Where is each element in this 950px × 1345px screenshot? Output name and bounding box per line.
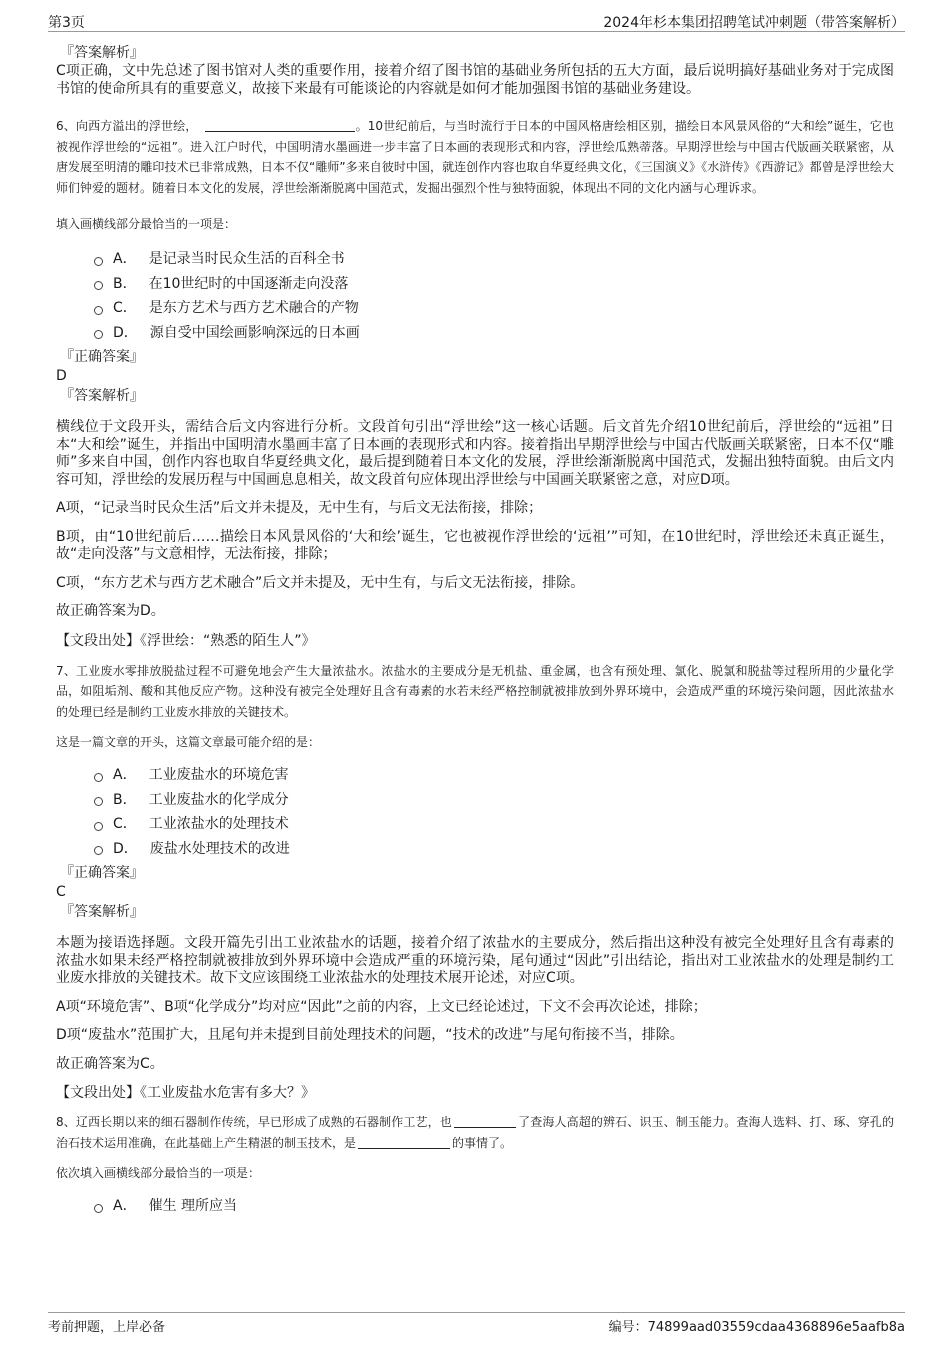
- document-title: 2024年杉本集团招聘笔试冲刺题（带答案解析）: [603, 15, 905, 31]
- radio-button-icon[interactable]: [94, 281, 103, 290]
- option-letter: D．: [113, 324, 138, 341]
- radio-button-icon[interactable]: [94, 257, 103, 266]
- document-body: [56, 44, 894, 1219]
- radio-button-icon[interactable]: [94, 1204, 103, 1213]
- option-letter: C．: [113, 816, 137, 832]
- question-7-text: 7、工业废水零排放脱盐过程不可避免地会产生大量浓盐水。浓盐水的主要成分是无机盐、重金属，也含有预处理、氯化、脱氯和脱盐等过程所用的少量化学品，如阻垢剂、酸和其他反应产物。这种没有被完全处理好且含有毒素的水若未经严格控制就被排放到外界环境中，会造成严重的环境污染问题，因此浓盐水的处理已经是制约工业废水排放的关键技术。: [56, 663, 894, 719]
- source-label: 【文段出处】: [56, 632, 140, 649]
- analysis-paragraph: A项，“记录当时民众生活”后文并未提及，无中生有，与后文无法衔接，排除；: [56, 500, 543, 516]
- prev-analysis-text: C项正确，文中先总述了图书馆对人类的重要作用，接着介绍了图书馆的基础业务所包括的五大方面，最后说明搞好基础业务对于完成图书馆的使命所具有的重要意义，故接下来最有可能谈论的内容就是如何才能加强图书馆的基础业务建设。: [56, 63, 894, 97]
- option-letter: A．: [113, 1198, 137, 1214]
- correct-answer-value: C: [56, 884, 66, 900]
- option-c[interactable]: [94, 812, 894, 837]
- option-text: 工业浓盐水的处理技术: [148, 816, 289, 832]
- analysis-paragraph: D项“废盐水”范围扩大，且尾句并未提到目前处理技术的问题，“技术的改进”与尾句衔接不当，排除。: [56, 1027, 684, 1043]
- question-8-text: [56, 1112, 894, 1153]
- analysis-paragraph: 横线位于文段开头，需结合后文内容进行分析。文段首句引出“浮世绘”这一核心话题。后文首先介绍10世纪前后，浮世绘的“远祖”日本“大和绘”诞生，并指出中国明清水墨画丰富了日本画的表现形式和内容。接着指出早期浮世绘与中国古代版画关联紧密，日本不仅“雕师”多来自中国，创作内容也取自华夏经典文化，最后提到随着日本文化的发展，浮世绘渐渐脱离中国范式，发掘出独特面貌。由后文内容可知，浮世绘的发展历程与中国画息息相关，故文段首句应体现出浮世绘与中国画关联紧密之意，对应D项。: [56, 419, 894, 488]
- fill-blank: [454, 1115, 516, 1128]
- option-letter: A．: [113, 251, 137, 267]
- page-number: 第3页: [48, 15, 85, 31]
- option-text: 催生 理所应当: [148, 1198, 238, 1214]
- option-text: 源自受中国绘画影响深远的日本画: [149, 324, 360, 341]
- option-text: 工业废盐水的环境危害: [148, 767, 289, 783]
- radio-button-icon[interactable]: [94, 773, 103, 782]
- question-8-lead: 8、辽西长期以来的细石器制作传统，早已形成了成熟的石器制作工艺，也: [56, 1115, 452, 1129]
- source-citation: [56, 1084, 894, 1102]
- fill-blank: [358, 1136, 450, 1149]
- analysis-label: 『答案解析』: [60, 388, 144, 404]
- source-title: 《浮世绘：“熟悉的陌生人”》: [140, 632, 316, 649]
- question-7-prompt: 这是一篇文章的开头，这篇文章最可能介绍的是：: [56, 735, 321, 749]
- question-7-options: [56, 763, 894, 861]
- question-6-options: [56, 247, 894, 345]
- question-6-text: [56, 116, 894, 198]
- analysis-paragraph: 故正确答案为D。: [56, 603, 165, 619]
- option-letter: D．: [113, 840, 138, 857]
- radio-button-icon[interactable]: [94, 846, 103, 855]
- source-title: 《工业废盐水危害有多大？》: [140, 1085, 315, 1101]
- analysis-label: 『答案解析』: [60, 904, 144, 920]
- page-footer: [48, 1312, 905, 1336]
- analysis-paragraph: C项，“东方艺术与西方艺术融合”后文并未提及，无中生有，与后文无法衔接，排除。: [56, 574, 585, 591]
- question-8-options: [56, 1194, 894, 1219]
- option-letter: B．: [113, 275, 137, 292]
- document-id: 编号：74899aad03559cdaa4368896e5aafb8a: [608, 1320, 905, 1335]
- page-header: [48, 10, 905, 32]
- option-b[interactable]: [94, 788, 894, 813]
- analysis-paragraph: A项“环境危害”、B项“化学成分”均对应“因此”之前的内容，上文已经论述过，下文不会再次论述，排除；: [56, 998, 707, 1015]
- analysis-paragraph: 本题为接语选择题。文段开篇先引出工业浓盐水的话题，接着介绍了浓盐水的主要成分，然后指出这种没有被完全处理好且含有毒素的浓盐水如果未经严格控制就被排放到外界环境中会造成严重的环境污染，尾句通过“因此”引出结论，指出对工业浓盐水的处理是制约工业废水排放的关键技术。故下文应该围绕工业浓盐水的处理技术展开论述，对应C项。: [56, 935, 894, 986]
- radio-button-icon[interactable]: [94, 822, 103, 831]
- source-label: 【文段出处】: [56, 1085, 140, 1101]
- option-text: 工业废盐水的化学成分: [148, 791, 289, 808]
- question-6-prompt: 填入画横线部分最恰当的一项是：: [56, 217, 237, 231]
- option-text: 在10世纪时的中国逐渐走向没落: [148, 275, 349, 292]
- radio-button-icon[interactable]: [94, 797, 103, 806]
- source-citation: [56, 632, 894, 650]
- analysis-paragraph: 故正确答案为C。: [56, 1055, 164, 1072]
- option-d[interactable]: [94, 321, 894, 346]
- option-c[interactable]: [94, 296, 894, 321]
- option-letter: B．: [113, 791, 137, 808]
- radio-button-icon[interactable]: [94, 306, 103, 315]
- correct-answer-label: 『正确答案』: [60, 349, 144, 365]
- question-6-lead: 6、向西方溢出的浮世绘，: [56, 119, 198, 133]
- analysis-label: 『答案解析』: [60, 45, 144, 61]
- footer-slogan: 考前押题，上岸必备: [48, 1320, 166, 1335]
- question-8-tail: 的事情了。: [452, 1135, 513, 1150]
- radio-button-icon[interactable]: [94, 330, 103, 339]
- option-a[interactable]: [94, 1194, 894, 1219]
- question-8-middle: 了查海人高超的辨石、识玉、制玉能力。查海人选料、打、琢、穿孔的治石技术运用准确，在此基础上产生精湛的制玉技术，是: [56, 1115, 894, 1150]
- option-letter: C．: [113, 300, 137, 316]
- correct-answer-value: D: [56, 368, 67, 384]
- option-text: 是东方艺术与西方艺术融合的产物: [148, 300, 359, 316]
- option-d[interactable]: [94, 837, 894, 862]
- option-b[interactable]: [94, 272, 894, 297]
- option-a[interactable]: [94, 247, 894, 272]
- option-text: 废盐水处理技术的改进: [149, 840, 290, 857]
- fill-blank: [205, 119, 355, 132]
- question-8-prompt: 依次填入画横线部分最恰当的一项是：: [56, 1166, 261, 1180]
- option-letter: A．: [113, 767, 137, 783]
- question-6-passage: 。10世纪前后，与当时流行于日本的中国风格唐绘相区别，描绘日本风景风俗的“大和绘”诞生，它也被视作浮世绘的“远祖”。进入江户时代，中国明清水墨画进一步丰富了日本画的表现形式和内容，浮世绘瓜熟蒂落。早期浮世绘与中国古代版画关联紧密，从唐发展至明清的雕印技术已非常成熟，日本不仅“雕师”多来自彼时中国，就连创作内容也取自华夏经典文化，《三国演义》《水浒传》《西游记》都曾是浮世绘大师们钟爱的题材。随着日本文化的发展，浮世绘渐渐脱离中国范式，发掘出强烈个性与独特面貌，体现出不同的文化内涵与心理诉求。: [56, 119, 894, 195]
- analysis-paragraph: B项，由“10世纪前后……描绘日本风景风俗的‘大和绘’诞生，它也被视作浮世绘的‘远祖’”可知，在10世纪时，浮世绘还未真正诞生，故“走向没落”与文意相悖，无法衔接，排除；: [56, 528, 894, 562]
- correct-answer-label: 『正确答案』: [60, 865, 144, 881]
- option-text: 是记录当时民众生活的百科全书: [148, 251, 345, 267]
- option-a[interactable]: [94, 763, 894, 788]
